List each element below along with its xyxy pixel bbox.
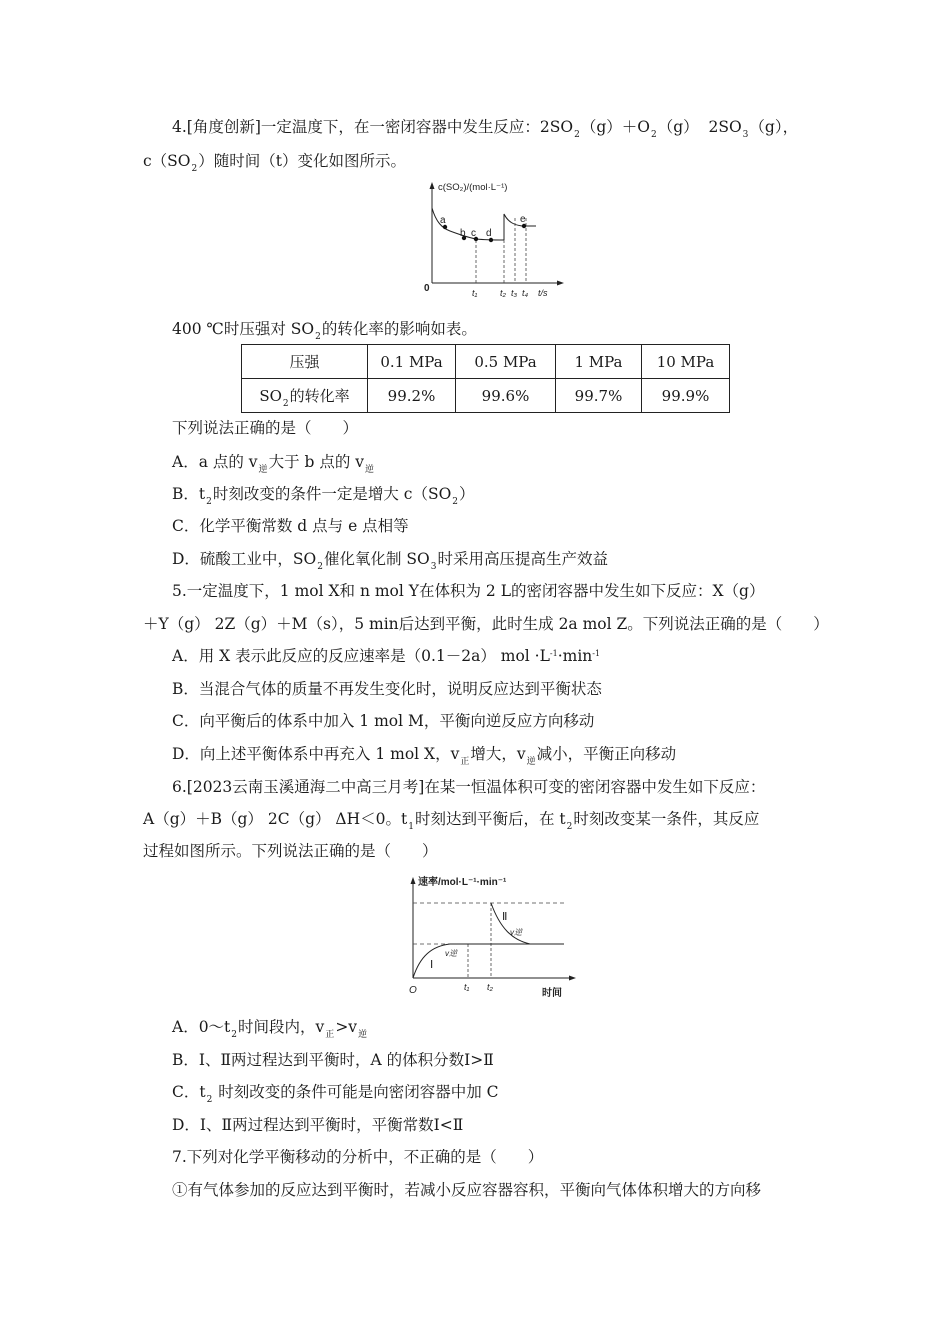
table-value-3: 99.9% bbox=[642, 379, 730, 413]
q4-label-e: e bbox=[520, 214, 526, 225]
table-value-1: 99.6% bbox=[456, 379, 556, 413]
q6-label-v-inverse-I: v逆 bbox=[445, 949, 457, 958]
q6-label-v-inverse-II: v逆 bbox=[510, 928, 522, 937]
q4-pressure-table bbox=[241, 344, 730, 413]
q4-line2: $c(SO_2)$随时间（t）变化如图所示。 bbox=[143, 152, 406, 174]
table-header-label: 压强 bbox=[242, 345, 368, 379]
q4-option-d: D．硫酸工业中，$SO_2$催化氧化制 $SO_3$时采用高压提高生产效益 bbox=[172, 550, 609, 572]
table-value-0: 99.2% bbox=[368, 379, 456, 413]
q4-question: 下列说法正确的是（ ） bbox=[172, 419, 359, 437]
q5-line2: ＋Y（g） 2Z（g）＋M（s），5 min后达到平衡，此时生成 2a mol Z。下列说法正确的是（ ） bbox=[143, 615, 829, 633]
q4-tick-t3: t₃ bbox=[511, 288, 518, 298]
table-pressure-3: 10 MPa bbox=[642, 345, 730, 379]
q7-line1: 7.下列对化学平衡移动的分析中，不正确的是（ ） bbox=[172, 1148, 544, 1166]
q5-option-a: A．用 X 表示此反应的反应速率是（0.1－2a） mol $\cdot L^{-1}\cdot\min^{-1}$ bbox=[172, 647, 601, 665]
q6-label-I: Ⅰ bbox=[430, 959, 434, 971]
q4-concentration-chart bbox=[420, 178, 570, 303]
q6-chart-xlabel: 时间 bbox=[542, 988, 562, 999]
q4-option-c: C．化学平衡常数 d 点与 e 点相等 bbox=[172, 517, 409, 535]
q4-chart-ylabel: c(SO₂)/(mol·L⁻¹) bbox=[438, 182, 508, 193]
q4-option-a: A．a 点的 $v_逆$大于 b 点的 $v_逆$ bbox=[172, 453, 375, 475]
table-pressure-1: 0.5 MPa bbox=[456, 345, 556, 379]
q6-option-d: D．Ⅰ、Ⅱ两过程达到平衡时，平衡常数Ⅰ<Ⅱ bbox=[172, 1116, 464, 1134]
table-row bbox=[242, 379, 730, 413]
q4-chart-origin: 0 bbox=[424, 283, 430, 294]
table-row-label: $SO_2$的转化率 bbox=[242, 379, 368, 413]
q6-tick-t2: t₂ bbox=[487, 982, 493, 992]
q6-line3: 过程如图所示。下列说法正确的是（ ） bbox=[143, 842, 438, 860]
q4-tick-t-s: t/s bbox=[538, 288, 548, 298]
q5-option-d: D．向上述平衡体系中再充入 1 mol X，$v_正$增大，$v_逆$减小，平衡正向移动 bbox=[172, 745, 677, 767]
q5-option-b: B．当混合气体的质量不再发生变化时，说明反应达到平衡状态 bbox=[172, 680, 602, 698]
q6-option-b: B．Ⅰ、Ⅱ两过程达到平衡时，A 的体积分数Ⅰ>Ⅱ bbox=[172, 1051, 494, 1069]
q4-line1: 4.[角度创新]一定温度下，在一密闭容器中发生反应：$2SO_2(g)+O_2(g)$ $2SO_3(g)$， bbox=[172, 118, 799, 140]
q4-option-b: B．$t_2$时刻改变的条件一定是增大 $c(SO_2)$ bbox=[172, 485, 475, 507]
q4-tick-t4: t₄ bbox=[522, 288, 529, 298]
q6-option-a: A．$0\sim t_2$时间段内，$v_正>v_逆$ bbox=[172, 1018, 368, 1040]
q4-label-a: a bbox=[440, 215, 446, 226]
table-pressure-0: 0.1 MPa bbox=[368, 345, 456, 379]
table-value-2: 99.7% bbox=[556, 379, 642, 413]
q4-label-b: b bbox=[460, 228, 466, 239]
q6-label-II: Ⅱ bbox=[502, 911, 508, 923]
q6-option-c: C．$t_2$ 时刻改变的条件可能是向密闭容器中加 C bbox=[172, 1083, 499, 1105]
q5-option-c: C．向平衡后的体系中加入 1 mol M，平衡向逆反应方向移动 bbox=[172, 712, 595, 730]
q6-rate-chart bbox=[400, 870, 580, 1000]
q7-line2: ①有气体参加的反应达到平衡时，若减小反应容器容积，平衡向气体体积增大的方向移 bbox=[172, 1181, 762, 1199]
q4-table-intro: 400 ℃时压强对 $SO_2$的转化率的影响如表。 bbox=[172, 320, 477, 342]
q6-chart-origin: O bbox=[409, 985, 417, 996]
q6-line1: 6.[2023云南玉溪通海二中高三月考]在某一恒温体积可变的密闭容器中发生如下反应： bbox=[172, 778, 766, 796]
q6-tick-t1: t₁ bbox=[464, 982, 470, 992]
q5-line1: 5.一定温度下，1 mol X和 n mol Y在体积为 2 L的密闭容器中发生如下反应：X（g） bbox=[172, 582, 765, 600]
table-row bbox=[242, 345, 730, 379]
table-pressure-2: 1 MPa bbox=[556, 345, 642, 379]
q4-tick-t1: t₁ bbox=[472, 288, 478, 298]
q6-chart-ylabel: 速率/mol·L⁻¹·min⁻¹ bbox=[418, 877, 507, 888]
q4-label-d: d bbox=[486, 228, 492, 239]
q6-line2: A（g）＋B（g） 2C（g） ΔH＜0。$t_1$时刻达到平衡后，在 $t_2$时刻改变某一条件，其反应 bbox=[143, 810, 760, 832]
q4-label-c: c bbox=[471, 228, 476, 239]
q4-tick-t2: t₂ bbox=[500, 288, 506, 298]
